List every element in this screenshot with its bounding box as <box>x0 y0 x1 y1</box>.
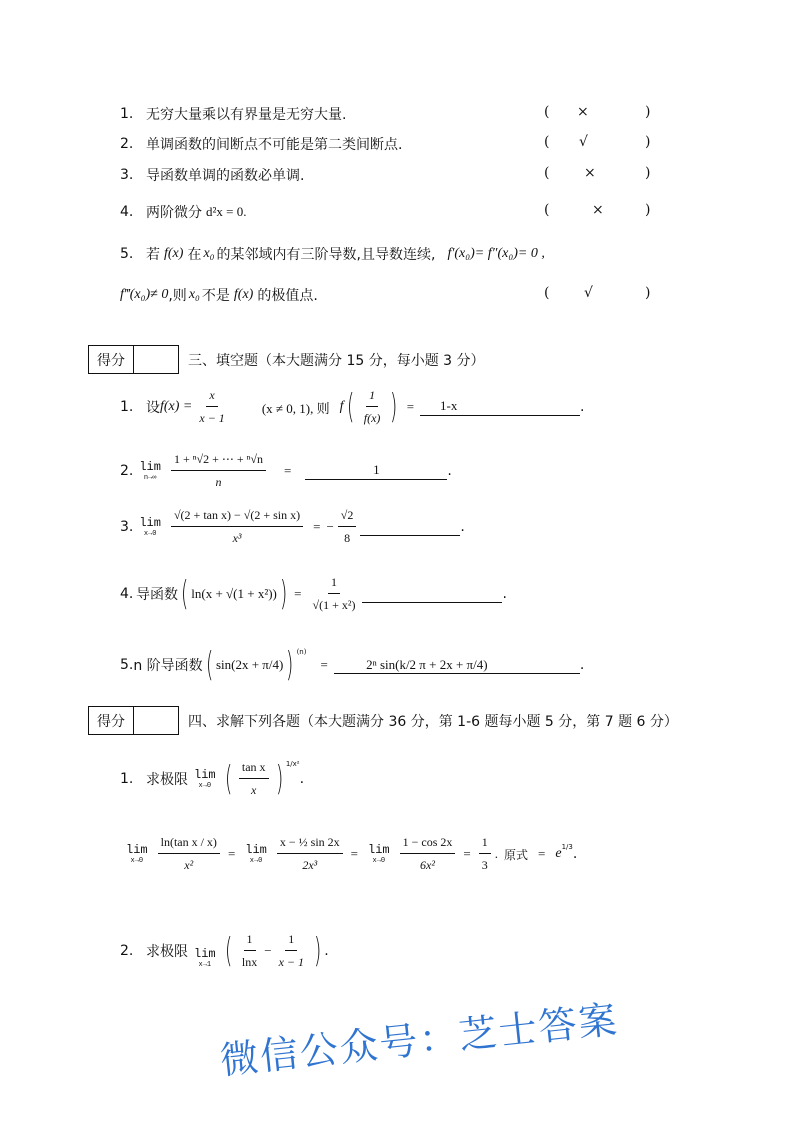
item-number: 3. <box>120 519 134 535</box>
item-number: 4. <box>120 586 134 602</box>
answer-blank[interactable]: 1-x <box>420 398 580 416</box>
fraction <box>277 835 343 873</box>
judge-item-2 <box>120 134 402 154</box>
item-text: 导函数单调的函数必单调. <box>146 168 305 184</box>
numerator: tan x <box>239 760 269 779</box>
paren-close: ) <box>645 285 651 301</box>
equals: = <box>227 846 236 861</box>
numerator: 1 − cos 2x <box>400 835 456 854</box>
paren-open: ( <box>544 104 550 120</box>
denominator: 3 <box>481 858 488 872</box>
item-text: 若 <box>146 247 160 263</box>
paren-close: ) <box>645 104 651 120</box>
item-number: 5. <box>120 657 134 673</box>
judge-item-5 <box>120 244 545 264</box>
denominator: x − 1 <box>199 411 225 425</box>
exponent: 1/3 <box>561 843 573 851</box>
equals: = <box>313 519 321 534</box>
item-text: 在 <box>187 247 202 263</box>
paren: ) <box>275 759 283 799</box>
equals: = <box>320 657 328 672</box>
item-number: 5. <box>120 246 134 262</box>
fill-question-4: 4. 导函数 ( ln(x + √(1 + x²)) ) = $\frac{1}{\text{√(1 + x²)}}$ . <box>120 574 507 614</box>
answer-blank-tail <box>520 656 580 674</box>
score-label: 得分 <box>89 346 134 373</box>
denominator: 8 <box>344 531 351 545</box>
paren-close: ) <box>645 134 651 150</box>
exponent: 1/x² <box>285 760 300 768</box>
math-expression: f(x) = <box>160 399 193 414</box>
math-expression: d²x = 0. <box>206 204 247 219</box>
numerator: x − ½ sin 2x <box>277 835 343 854</box>
item-text: 两阶微分 <box>146 205 202 221</box>
score-label: 得分 <box>89 707 134 734</box>
derivative-order: (n) <box>296 648 307 656</box>
limit <box>194 768 216 790</box>
lim-label: lim <box>194 768 216 782</box>
lim-subscript: x→0 <box>372 857 386 865</box>
judge-item-1 <box>120 104 346 124</box>
math-expression: x₀ <box>188 287 200 302</box>
lim-label: lim <box>245 843 267 857</box>
limit <box>139 516 161 538</box>
item-text: 求极限 <box>146 944 188 960</box>
paren: ) <box>390 387 398 427</box>
paren-open: ( <box>544 134 550 150</box>
fraction <box>171 508 303 546</box>
numerator: 1 + ⁿ√2 + ⋯ + ⁿ√n <box>171 452 266 471</box>
math-expression: f(x) <box>233 287 254 302</box>
paren-close: ) <box>645 202 651 218</box>
item-text: 不是 <box>201 288 230 304</box>
answer-blank[interactable] <box>362 585 502 603</box>
item-text: 单调函数的间断点不可能是第二类间断点. <box>146 137 403 153</box>
section-title: 四、求解下列各题（本大题满分 36 分，第 1-6 题每小题 5 分，第 7 题 6 分） <box>188 714 678 730</box>
paren-close: ) <box>645 165 651 181</box>
item-number: 1. <box>120 771 134 787</box>
denominator: √(1 + x²) <box>312 598 356 612</box>
watermark: 微信公众号：芝士答案 <box>218 997 621 1083</box>
numerator: x <box>206 388 217 407</box>
denominator: 6x² <box>420 858 435 872</box>
numerator: 1 <box>285 932 297 951</box>
lim-label: lim <box>194 947 216 961</box>
numerator: √(2 + tan x) − √(2 + sin x) <box>171 508 303 527</box>
fraction <box>239 760 269 798</box>
denominator: 2x³ <box>302 858 318 872</box>
lim-subscript: x→0 <box>198 782 212 790</box>
item-number: 2. <box>120 943 134 959</box>
answer-fraction[interactable] <box>310 575 359 613</box>
item-number: 3. <box>120 167 134 183</box>
math-expression: f′(x₀)= f″(x₀)= 0 , <box>447 246 545 261</box>
problem-1: 1. 求极限 lim x→0 ( $\frac{\text{tan x}}{x}$ ) $^{1/x^2}$ . <box>120 759 305 799</box>
equals: = <box>406 399 415 414</box>
item-text: ,则 <box>168 288 187 304</box>
lim-subscript: x→0 <box>130 857 144 865</box>
paren: ( <box>205 645 213 685</box>
lim-subscript: x→0 <box>249 857 263 865</box>
equals: = <box>294 586 302 601</box>
answer-mark: × <box>592 202 604 218</box>
fraction <box>400 835 456 873</box>
answer-mark: √ <box>579 134 588 150</box>
score-field[interactable] <box>134 346 178 373</box>
math-expression: e <box>555 846 562 861</box>
equals: = <box>538 846 546 861</box>
score-field[interactable] <box>134 707 178 734</box>
limit <box>368 843 390 865</box>
minus-sign: − <box>264 943 272 958</box>
section-title: 三、填空题（本大题满分 15 分，每小题 3 分） <box>188 353 485 369</box>
paren: ) <box>286 645 294 685</box>
fraction <box>158 835 220 873</box>
numerator: 1 <box>479 835 491 854</box>
item-number: 2. <box>120 463 134 479</box>
denominator: x³ <box>232 531 242 545</box>
math-expression: (x ≠ 0, 1), 则 <box>261 400 330 416</box>
paren: ) <box>279 574 288 614</box>
item-text: 的某邻域内有三阶导数,且导数连续, <box>216 247 436 263</box>
equals: = <box>284 463 292 478</box>
equals: = <box>350 846 359 861</box>
minus-sign: − <box>326 519 334 534</box>
item-text: 导函数 <box>136 587 178 603</box>
numerator: ln(tan x / x) <box>158 835 220 854</box>
fraction <box>171 452 266 490</box>
equals: = <box>463 846 471 861</box>
score-box <box>88 345 179 374</box>
denominator: x − 1 <box>278 955 304 969</box>
numerator: 1 <box>328 575 340 594</box>
fill-question-3: 3. lim x→0 $\frac{\text{√(2 + tan x) − √(2 + sin x)}}{\text{x³}}$ = − $\frac{√2}{8}$ . <box>120 508 465 545</box>
math-expression: f <box>339 399 344 414</box>
judge-item-5-cont <box>120 285 318 305</box>
math-expression: x₀ <box>203 246 215 261</box>
answer-blank[interactable]: 1 <box>305 462 447 480</box>
fill-question-1: 1. 设 f(x) = $\frac{x}{x - 1}$ (x ≠ 0, 1), 则 f ( $\frac{1}{f(x)}$ ) = 1-x . <box>120 387 585 427</box>
item-number: 2. <box>120 136 134 152</box>
math-expression: f‴(x₀)≠ 0 <box>120 287 169 302</box>
paren: ( <box>224 759 232 799</box>
answer-mark: √ <box>584 285 593 301</box>
fill-question-5: 5. n 阶导函数 ( sin(2x + π/4) ) $^{(n)}$ = 2ⁿ sin(k/2 π + 2x + π/4) . <box>120 645 585 685</box>
judge-item-4 <box>120 202 246 222</box>
denominator: x <box>251 783 257 797</box>
numerator: 1 <box>366 388 378 407</box>
fill-question-2: 2. lim n→∞ $\frac{\text{1 + ⁿ√2 + ⋯ + ⁿ√n}}{n}$ = 1 . <box>120 452 452 489</box>
judge-item-3 <box>120 165 304 185</box>
paren: ( <box>224 931 232 971</box>
fraction <box>239 932 260 970</box>
numerator: 1 <box>244 932 256 951</box>
item-text: 的极值点. <box>257 288 318 304</box>
lim-label: lim <box>139 460 161 474</box>
limit <box>245 843 267 865</box>
item-text: 无穷大量乘以有界量是无穷大量. <box>146 107 347 123</box>
item-text: 设 <box>146 400 160 416</box>
item-number: 1. <box>120 106 134 122</box>
denominator: x² <box>184 858 194 872</box>
fraction <box>276 932 307 970</box>
math-expression: f(x) <box>164 246 184 261</box>
answer-blank[interactable]: 2ⁿ sin(k/2 π + 2x + π/4) <box>334 657 520 674</box>
math-expression: sin(2x + π/4) <box>215 657 284 672</box>
limit <box>139 460 161 482</box>
lim-label: lim <box>368 843 390 857</box>
paren: ( <box>346 387 354 427</box>
fraction <box>361 388 384 426</box>
score-box <box>88 706 179 735</box>
math-expression: ln(x + √(1 + x²)) <box>191 586 277 601</box>
lim-subscript: x→0 <box>143 530 157 538</box>
denominator: f(x) <box>363 411 381 425</box>
paren: ( <box>180 574 189 614</box>
denominator: lnx <box>241 955 258 969</box>
paren-open: ( <box>544 165 550 181</box>
denominator: n <box>215 475 222 489</box>
lim-subscript: n→∞ <box>143 474 157 482</box>
answer-blank[interactable] <box>360 518 460 536</box>
item-text: n 阶导函数 <box>133 658 203 674</box>
limit <box>194 947 216 969</box>
answer-mark: × <box>577 104 589 120</box>
answer-fraction[interactable] <box>338 508 357 546</box>
answer-mark: × <box>584 165 596 181</box>
item-text: 求极限 <box>146 772 188 788</box>
item-number: 4. <box>120 204 134 220</box>
paren: ) <box>313 931 322 971</box>
numerator: √2 <box>338 508 357 527</box>
item-text: 原式 <box>503 847 528 862</box>
item-number: 1. <box>120 399 134 415</box>
paren-open: ( <box>544 285 550 301</box>
limit <box>126 843 148 865</box>
lim-subscript: x→1 <box>198 961 212 969</box>
lim-label: lim <box>126 843 148 857</box>
solution-1: lim x→0 $\frac{\text{ln(tan x / x)}}{\text{x²}}$ = lim x→0 $\frac{\text{x − ½ sin 2x}}{\text{2x³}}$ = lim x→0 $\frac{1 - \cos 2x}{\text{6x²}}$ = $\frac{1}{3}$ . 原式 = e $^{1/3}$ . <box>126 835 578 872</box>
lim-label: lim <box>139 516 161 530</box>
fraction <box>479 835 491 873</box>
paren-open: ( <box>544 202 550 218</box>
fraction <box>196 388 227 426</box>
problem-2: 2. 求极限 lim x→1 ( $\frac{1}{\ln x}$ − $\frac{1}{x - 1}$ ) . <box>120 931 329 971</box>
